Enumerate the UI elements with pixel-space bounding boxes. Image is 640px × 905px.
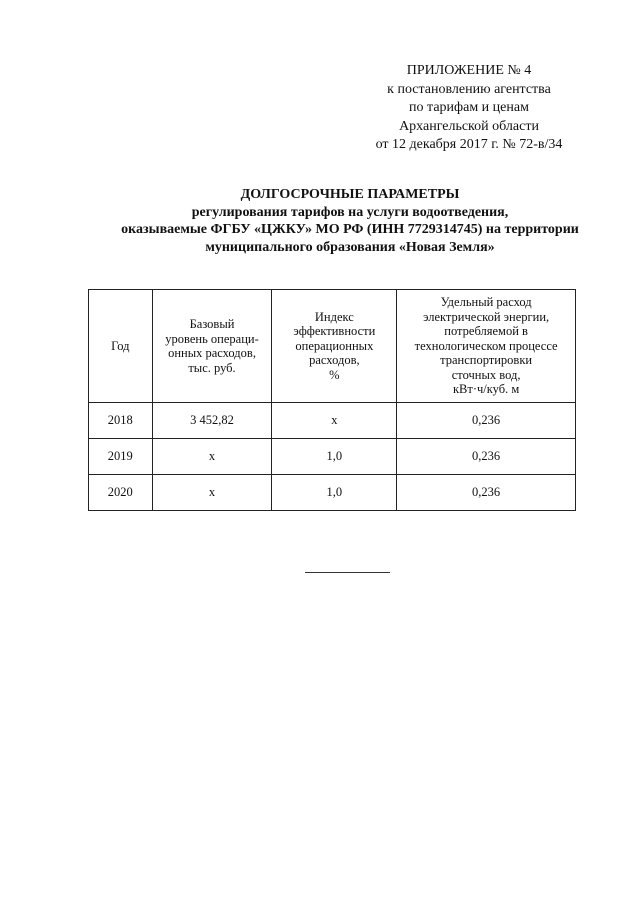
cell-energy-consumption: 0,236 — [397, 403, 576, 439]
cell-year: 2018 — [89, 403, 153, 439]
annex-date: от 12 декабря 2017 г. № 72-в/34 — [375, 137, 563, 152]
cell-efficiency-index: 1,0 — [272, 439, 397, 475]
title-line: муниципального образования «Новая Земля» — [205, 239, 495, 255]
header-year: Год — [89, 290, 153, 403]
cell-base-opex: х — [152, 475, 272, 511]
parameters-table — [88, 289, 576, 511]
cell-energy-consumption: 0,236 — [397, 475, 576, 511]
cell-year: 2020 — [89, 475, 153, 511]
cell-efficiency-index: х — [272, 403, 397, 439]
cell-efficiency-index: 1,0 — [272, 475, 397, 511]
cell-base-opex: х — [152, 439, 272, 475]
annex-line: по тарифам и ценам — [409, 100, 529, 115]
table-row — [89, 403, 576, 439]
annex-line: Архангельской области — [399, 118, 539, 134]
closing-line — [305, 572, 390, 573]
cell-year: 2019 — [89, 439, 153, 475]
document-title — [90, 186, 610, 256]
cell-base-opex: 3 452,82 — [152, 403, 272, 439]
table-row — [89, 439, 576, 475]
annex-number: ПРИЛОЖЕНИЕ № 4 — [406, 63, 532, 78]
annex-line: к постановлению агентства — [387, 81, 551, 97]
header-energy-consumption: Удельный расход электрической энергии, потребляемой в технологическом процессе транспортировки сточных вод, кВт·ч/куб. м — [397, 290, 576, 403]
annex-header — [364, 62, 574, 155]
table-row — [89, 475, 576, 511]
table-header-row — [89, 290, 576, 403]
cell-energy-consumption: 0,236 — [397, 439, 576, 475]
title-line: ДОЛГОСРОЧНЫЕ ПАРАМЕТРЫ — [240, 187, 460, 202]
title-line: оказываемые ФГБУ «ЦЖКУ» МО РФ (ИНН 7729314745) на территории — [121, 222, 579, 237]
title-line: регулирования тарифов на услуги водоотведения, — [191, 204, 509, 220]
header-base-opex: Базовый уровень операци- онных расходов, тыс. руб. — [152, 290, 272, 403]
header-efficiency-index: Индекс эффективности операционных расходов, % — [272, 290, 397, 403]
